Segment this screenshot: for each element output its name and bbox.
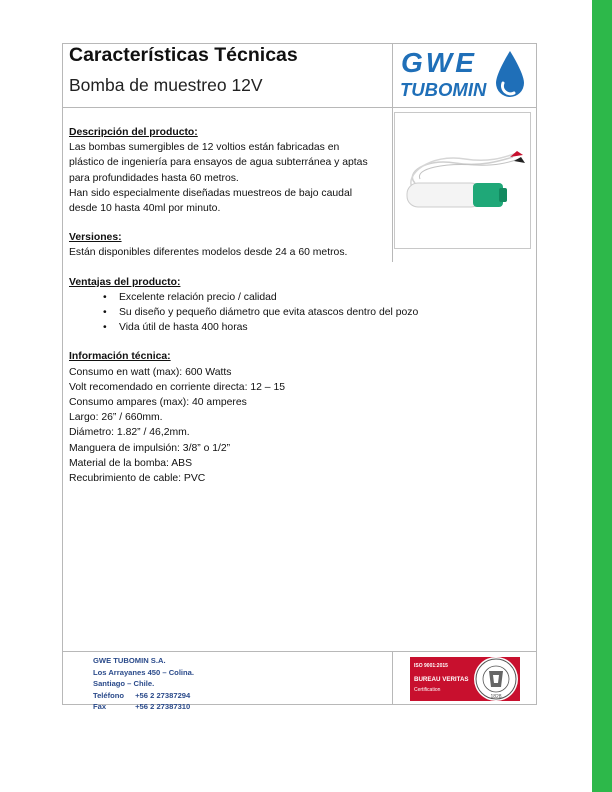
- technical-heading: Información técnica:: [69, 351, 171, 363]
- page-subtitle: Bomba de muestreo 12V: [69, 75, 263, 95]
- technical-line: Manguera de impulsión: 3/8” o 1/2”: [69, 442, 231, 454]
- technical-line: Largo: 26” / 660mm.: [69, 412, 163, 424]
- list-item: • Su diseño y pequeño diámetro que evita atascos dentro del pozo: [69, 305, 469, 320]
- certifier-name: BUREAU VERITAS: [414, 676, 469, 683]
- description-heading: Descripción del producto:: [69, 127, 198, 138]
- logo-tubomin-text: TUBOMIN: [400, 79, 487, 100]
- versions-heading: Versiones:: [69, 232, 122, 244]
- list-item: • Excelente relación precio / calidad: [69, 290, 469, 305]
- product-image: [394, 112, 531, 249]
- footer-top-rule: [62, 651, 537, 652]
- footer-address-line: Los Arrayanes 450 – Colina.: [93, 667, 195, 677]
- certification-label: Certification: [414, 687, 441, 693]
- versions-text: Están disponibles diferentes modelos desde 24 a 60 metros.: [69, 247, 348, 259]
- footer-phone: [93, 690, 194, 702]
- footer-company: GWE TUBOMIN S.A.: [93, 656, 166, 665]
- advantages-heading: Ventajas del producto:: [69, 276, 181, 288]
- advantages-list: [69, 290, 469, 336]
- description-line: para profundidades hasta 60 metros.: [69, 172, 239, 184]
- technical-line: Material de la bomba: ABS: [69, 457, 193, 469]
- fax-value: +56 2 27387310: [135, 702, 191, 712]
- logo-gwe-text: GWE: [401, 47, 477, 78]
- list-item: • Vida útil de hasta 400 horas: [69, 320, 469, 335]
- technical-line: Volt recomendado en corriente directa: 12 – 15: [69, 381, 286, 393]
- svg-text:1828: 1828: [490, 694, 502, 700]
- certification-badge: [410, 657, 520, 701]
- footer-contact: [93, 655, 194, 713]
- phone-label: Teléfono: [93, 690, 125, 700]
- bureau-veritas-seal: [474, 657, 518, 701]
- technical-line: Recubrimiento de cable: PVC: [69, 473, 206, 485]
- description-line: Las bombas sumergibles de 12 voltios están fabricadas en: [69, 142, 340, 154]
- description-line: plástico de ingeniería para ensayos de agua subterránea y aptas: [69, 157, 368, 169]
- fax-label: Fax: [93, 702, 107, 712]
- technical-line: Diámetro: 1.82” / 46,2mm.: [69, 427, 190, 439]
- iso-standard: ISO 9001:2015: [414, 663, 448, 669]
- company-logo: [398, 45, 528, 105]
- description-line: Han sido especialmente diseñadas muestreos de bajo caudal: [69, 187, 353, 199]
- footer-divider: [392, 651, 393, 705]
- sampling-pump-illustration: [395, 113, 530, 248]
- main-content: [69, 125, 419, 486]
- header-bottom-rule: [62, 107, 537, 108]
- footer-fax: [93, 701, 194, 713]
- side-accent-bar: [592, 0, 612, 792]
- phone-value: +56 2 27387294: [135, 690, 191, 700]
- water-drop-icon: [494, 49, 526, 101]
- technical-line: Consumo en watt (max): 600 Watts: [69, 366, 232, 378]
- page-title: Características Técnicas: [69, 44, 298, 66]
- footer-address-line: Santiago – Chile.: [93, 679, 155, 689]
- seal-emblem-icon: [474, 657, 518, 701]
- header-divider: [392, 43, 393, 262]
- description-line: desde 10 hasta 40ml por minuto.: [69, 203, 221, 215]
- technical-line: Consumo ampares (max): 40 amperes: [69, 397, 247, 409]
